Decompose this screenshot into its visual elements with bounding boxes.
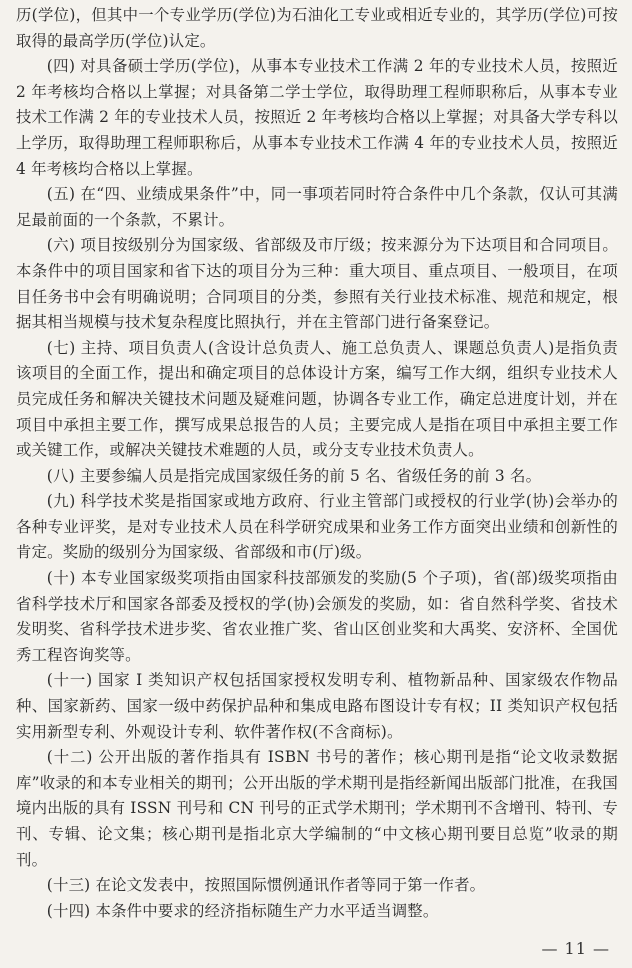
paragraph-item-13: (十三) 在论文发表中，按照国际惯例通讯作者等同于第一作者。 [46,876,486,895]
paragraph-item-4: (四) 对具备硕士学历(学位)，从事本专业技术工作满 2 年的专业技术人员，按照近 2 年考核均合格以上掌握；对具备第二学士学位，取得助理工程师职称后，从事本专业技术工作满 2 年的专业技术人员，按照近 2 年考核均合格以上掌握；对具备大学专科以上学历，取得助理工程师职称后，从事本专业技术工作满 4 年的专业技术人员，按照近 4 年考核均合格以上掌握。 [16,57,618,178]
paragraph-item-5: (五) 在“四、业绩成果条件”中，同一事项若同时符合条件中几个条款，仅认可其满足最前面的一个条款，不累计。 [16,185,618,229]
paragraph-item-7: (七) 主持、项目负责人(含设计总负责人、施工总负责人、课题总负责人)是指负责该项目的全面工作，提出和确定项目的总体设计方案，编写工作大纲，组织专业技术人员完成任务和解决关键技术问题及疑难问题，协调各专业工作，确定总进度计划，并在项目中承担主要工作，撰写成果总报告的人员；主要完成人是指在项目中承担主要工作或关键工作，或解决关键技术难题的人员，或分支专业技术负责人。 [16,338,618,460]
paragraph-item-9: (九) 科学技术奖是指国家或地方政府、行业主管部门或授权的行业学(协)会举办的各种专业评奖，是对专业技术人员在科学研究成果和业务工作方面突出业绩和创新性的肯定。奖励的级别分为国家级、省部级和市(厅)级。 [16,492,618,562]
paragraph-item-6: (六) 项目按级别分为国家级、省部级及市厅级；按来源分为下达项目和合同项目。本条件中的项目国家和省下达的项目分为三种：重大项目、重点项目、一般项目，在项目任务书中会有明确说明；合同项目的分类，参照有关行业技术标准、规范和规定，根据其相当规模与技术复杂程度比照执行，并在主管部门进行备案登记。 [16,236,618,332]
paragraph-item-8: (八) 主要参编人员是指完成国家级任务的前 5 名、省级任务的前 3 名。 [46,466,542,485]
paragraph-item-12: (十二) 公开出版的著作指具有 ISBN 书号的著作；核心期刊是指“论文收录数据库”收录的和本专业相关的期刊；公开出版的学术期刊是指经新闻出版部门批准，在我国境内出版的具有 ISSN 刊号和 CN 刊号的正式学术期刊；学术期刊不含增刊、特刊、专刊、专辑、论文集；核心期刊是指北京大学编制的“中文核心期刊要目总览”收录的期刊。 [16,748,618,869]
paragraph-continuation: 历(学位)，但其中一个专业学历(学位)为石油化工专业或相近专业的，其学历(学位)可按取得的最高学历(学位)认定。 [16,6,618,50]
paragraph-item-11: (十一) 国家 I 类知识产权包括国家授权发明专利、植物新品种、国家级农作物品种、国家新药、国家一级中药保护品种和集成电路布图设计专有权；II 类知识产权包括实用新型专利、外观设计专利、软件著作权(不含商标)。 [16,671,618,741]
paragraph-item-10: (十) 本专业国家级奖项指由国家科技部颁发的奖励(5 个子项)，省(部)级奖项指由省科学技术厅和国家各部委及授权的学(协)会颁发的奖励，如：省自然科学奖、省技术发明奖、省科学技术进步奖、省农业推广奖、省山区创业奖和大禹奖、安济杯、全国优秀工程咨询奖等。 [16,569,618,664]
page-number: — 11 — [541,939,610,958]
paragraph-item-14: (十四) 本条件中要求的经济指标随生产力水平适当调整。 [46,901,439,920]
